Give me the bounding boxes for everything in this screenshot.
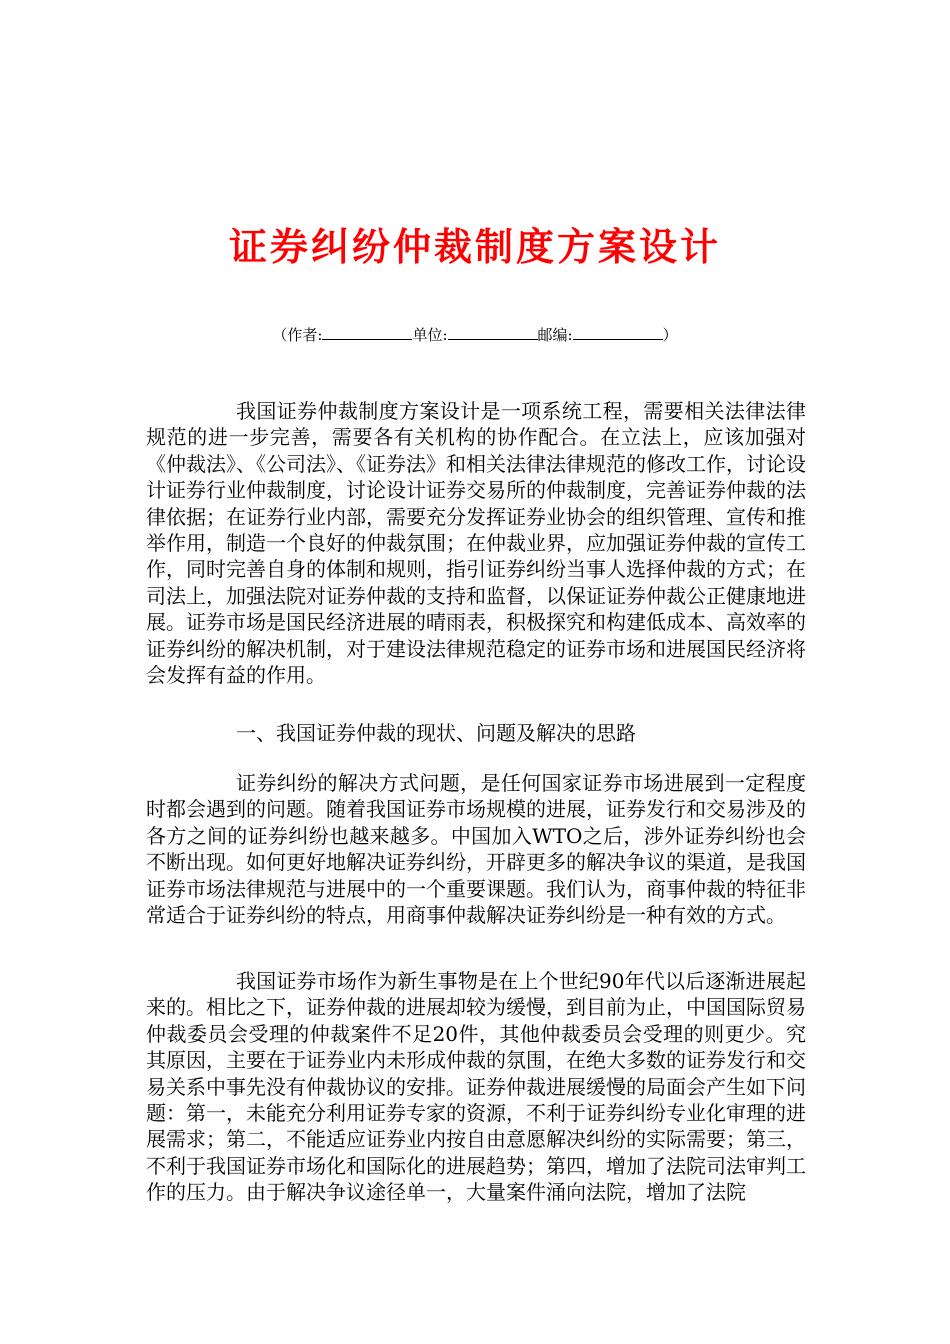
author-label: （作者:	[272, 326, 323, 344]
unit-label: 单位:	[412, 326, 448, 344]
document-title: 证券纠纷仲裁制度方案设计	[228, 224, 721, 269]
paragraph-dispute-resolution: 证券纠纷的解决方式问题，是任何国家证券市场进展到一定程度时都会遇到的问题。随着我国证券市场规模的进展，证券发行和交易涉及的各方之间的证券纠纷也越来越多。中国加入WTO之后，涉外证券纠纷也会不断出现。如何更好地解决证券纠纷，开辟更多的解决争议的渠道，是我国证券市场法律规范与进展中的一个重要课题。我们认为，商事仲裁的特征非常适合于证券纠纷的特点，用商事仲裁解决证券纠纷是一种有效的方式。	[146, 771, 806, 928]
author-blank	[322, 325, 412, 340]
zip-label: 邮编:	[537, 326, 573, 344]
byline-close: ）	[662, 326, 678, 344]
section-heading: 一、我国证券仲裁的现状、问题及解决的思路	[236, 721, 636, 745]
zip-blank	[573, 325, 663, 340]
unit-blank	[448, 325, 538, 340]
paragraph-intro: 我国证券仲裁制度方案设计是一项系统工程，需要相关法律法律规范的进一步完善，需要各有关机构的协作配合。在立法上，应该加强对《仲裁法》、《公司法》、《证券法》和相关法律法律规范的修改工作，讨论设计证券行业仲裁制度，讨论设计证券交易所的仲裁制度，完善证券仲裁的法律依据；在证券行业内部，需要充分发挥证券业协会的组织管理、宣传和推举作用，制造一个良好的仲裁氛围；在仲裁业界，应加强证券仲裁的宣传工作，同时完善自身的体制和规则，指引证券纠纷当事人选择仲裁的方式；在司法上，加强法院对证券仲裁的支持和监督，以保证证券仲裁公正健康地进展。证券市场是国民经济进展的晴雨表，积极探究和构建低成本、高效率的证券纠纷的解决机制，对于建设法律规范稳定的证券市场和进展国民经济将会发挥有益的作用。	[146, 399, 806, 688]
paragraph-current-status: 我国证券市场作为新生事物是在上个世纪90年代以后逐渐进展起来的。相比之下，证券仲裁的进展却较为缓慢，到目前为止，中国国际贸易仲裁委员会受理的仲裁案件不足20件，其他仲裁委员会受理的则更少。究其原因，主要在于证券业内未形成仲裁的氛围，在绝大多数的证券发行和交易关系中事先没有仲裁协议的安排。证券仲裁进展缓慢的局面会产生如下问题：第一，未能充分利用证券专家的资源，不利于证券纠纷专业化审理的进展需求；第二，不能适应证券业内按自由意愿解决纠纷的实际需要；第三，不利于我国证券市场化和国际化的进展趋势；第四，增加了法院司法审判工作的压力。由于解决争议途径单一，大量案件涌向法院，增加了法院	[146, 969, 806, 1205]
author-info-line	[0, 324, 950, 346]
